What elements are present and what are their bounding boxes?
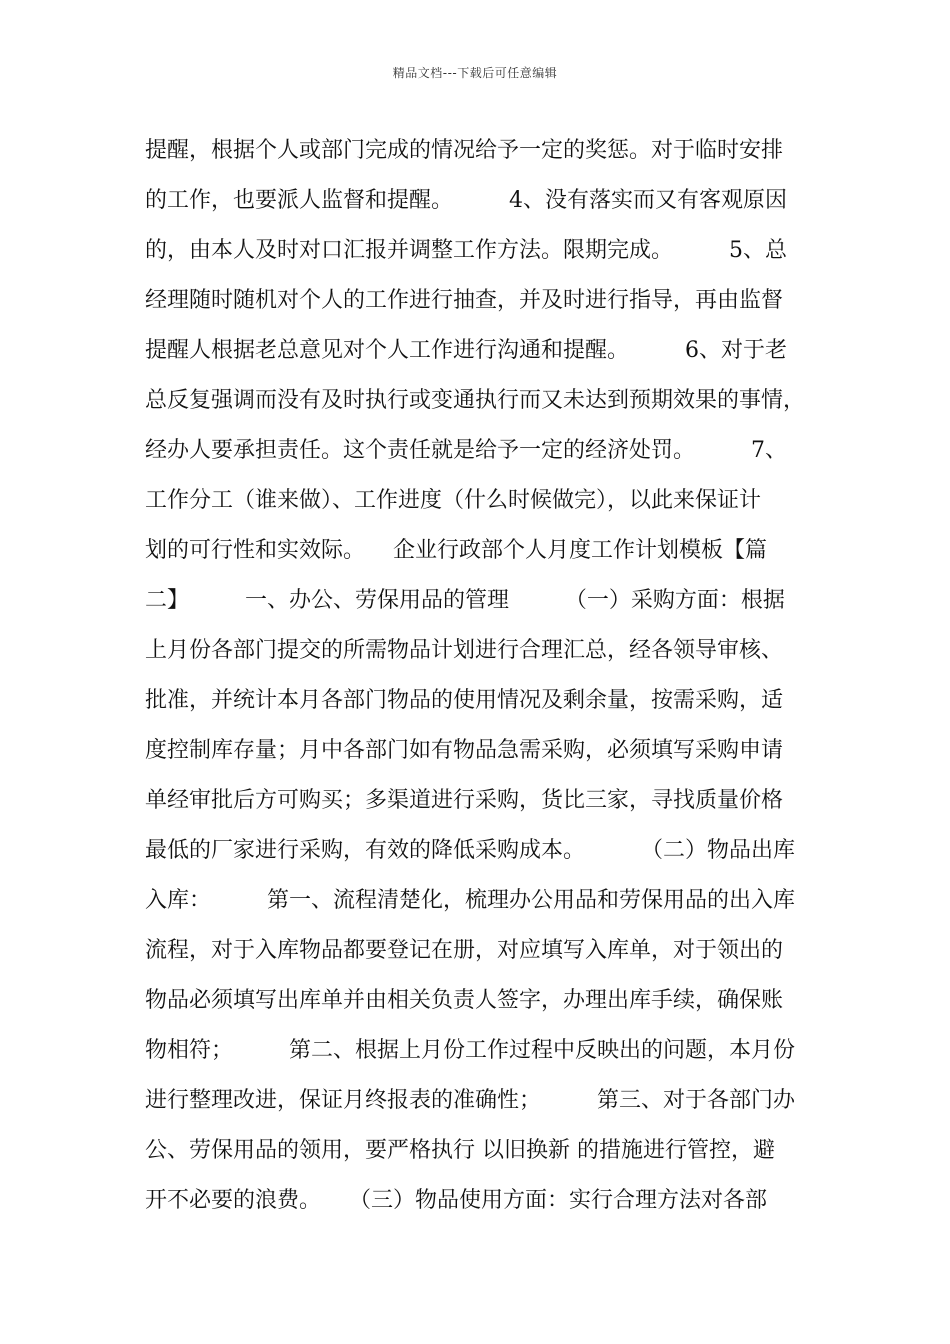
text-line: 工作分工（谁来做）、工作进度（什么时候做完），以此来保证计 [145,488,762,513]
text-line: 流程，对于入库物品都要登记在册，对应填写入库单，对于领出的 [145,938,784,963]
text-line: 物品必须填写出库单并由相关负责人签字，办理出库手续，确保账 [145,988,784,1013]
text-line: 开不必要的浪费。 （三）物品使用方面：实行合理方法对各部 [145,1188,767,1213]
text-line: 的工作，也要派人监督和提醒。 4、没有落实而又有客观原因 [145,188,787,213]
text-line: 公、劳保用品的领用，要严格执行 以旧换新 的措施进行管控，避 [145,1138,775,1163]
text-line: 经理随时随机对个人的工作进行抽查，并及时进行指导，再由监督 [145,288,784,313]
text-line: 批准，并统计本月各部门物品的使用情况及剩余量，按需采购，适 [145,688,784,713]
text-line: 物相符； 第二、根据上月份工作过程中反映出的问题，本月份 [145,1038,795,1063]
text-line: 提醒，根据个人或部门完成的情况给予一定的奖惩。对于临时安排 [145,138,784,163]
text-line: 上月份各部门提交的所需物品计划进行合理汇总，经各领导审核、 [145,638,784,663]
text-line: 划的可行性和实效际。 企业行政部个人月度工作计划模板【篇 [145,538,767,563]
text-line: 入库： 第一、流程清楚化，梳理办公用品和劳保用品的出入库 [145,888,795,913]
text-line: 提醒人根据老总意见对个人工作进行沟通和提醒。 6、对于老 [145,338,787,363]
text-line: 二】 一、办公、劳保用品的管理 （一）采购方面：根据 [145,588,785,613]
text-line: 总反复强调而没有及时执行或变通执行而又未达到预期效果的事情， [145,388,806,413]
text-line: 经办人要承担责任。这个责任就是给予一定的经济处罚。 7、 [145,438,787,463]
text-line: 最低的厂家进行采购，有效的降低采购成本。 （二）物品出库 [145,838,795,863]
text-line: 进行整理改进，保证月终报表的准确性； 第三、对于各部门办 [145,1088,795,1113]
body-text [145,126,815,1226]
page-header: 精品文档---下载后可任意编辑 [392,66,558,80]
text-line: 的，由本人及时对口汇报并调整工作方法。限期完成。 5、总 [145,238,787,263]
text-line: 度控制库存量；月中各部门如有物品急需采购，必须填写采购申请 [145,738,784,763]
text-line: 单经审批后方可购买；多渠道进行采购，货比三家，寻找质量价格 [145,788,784,813]
